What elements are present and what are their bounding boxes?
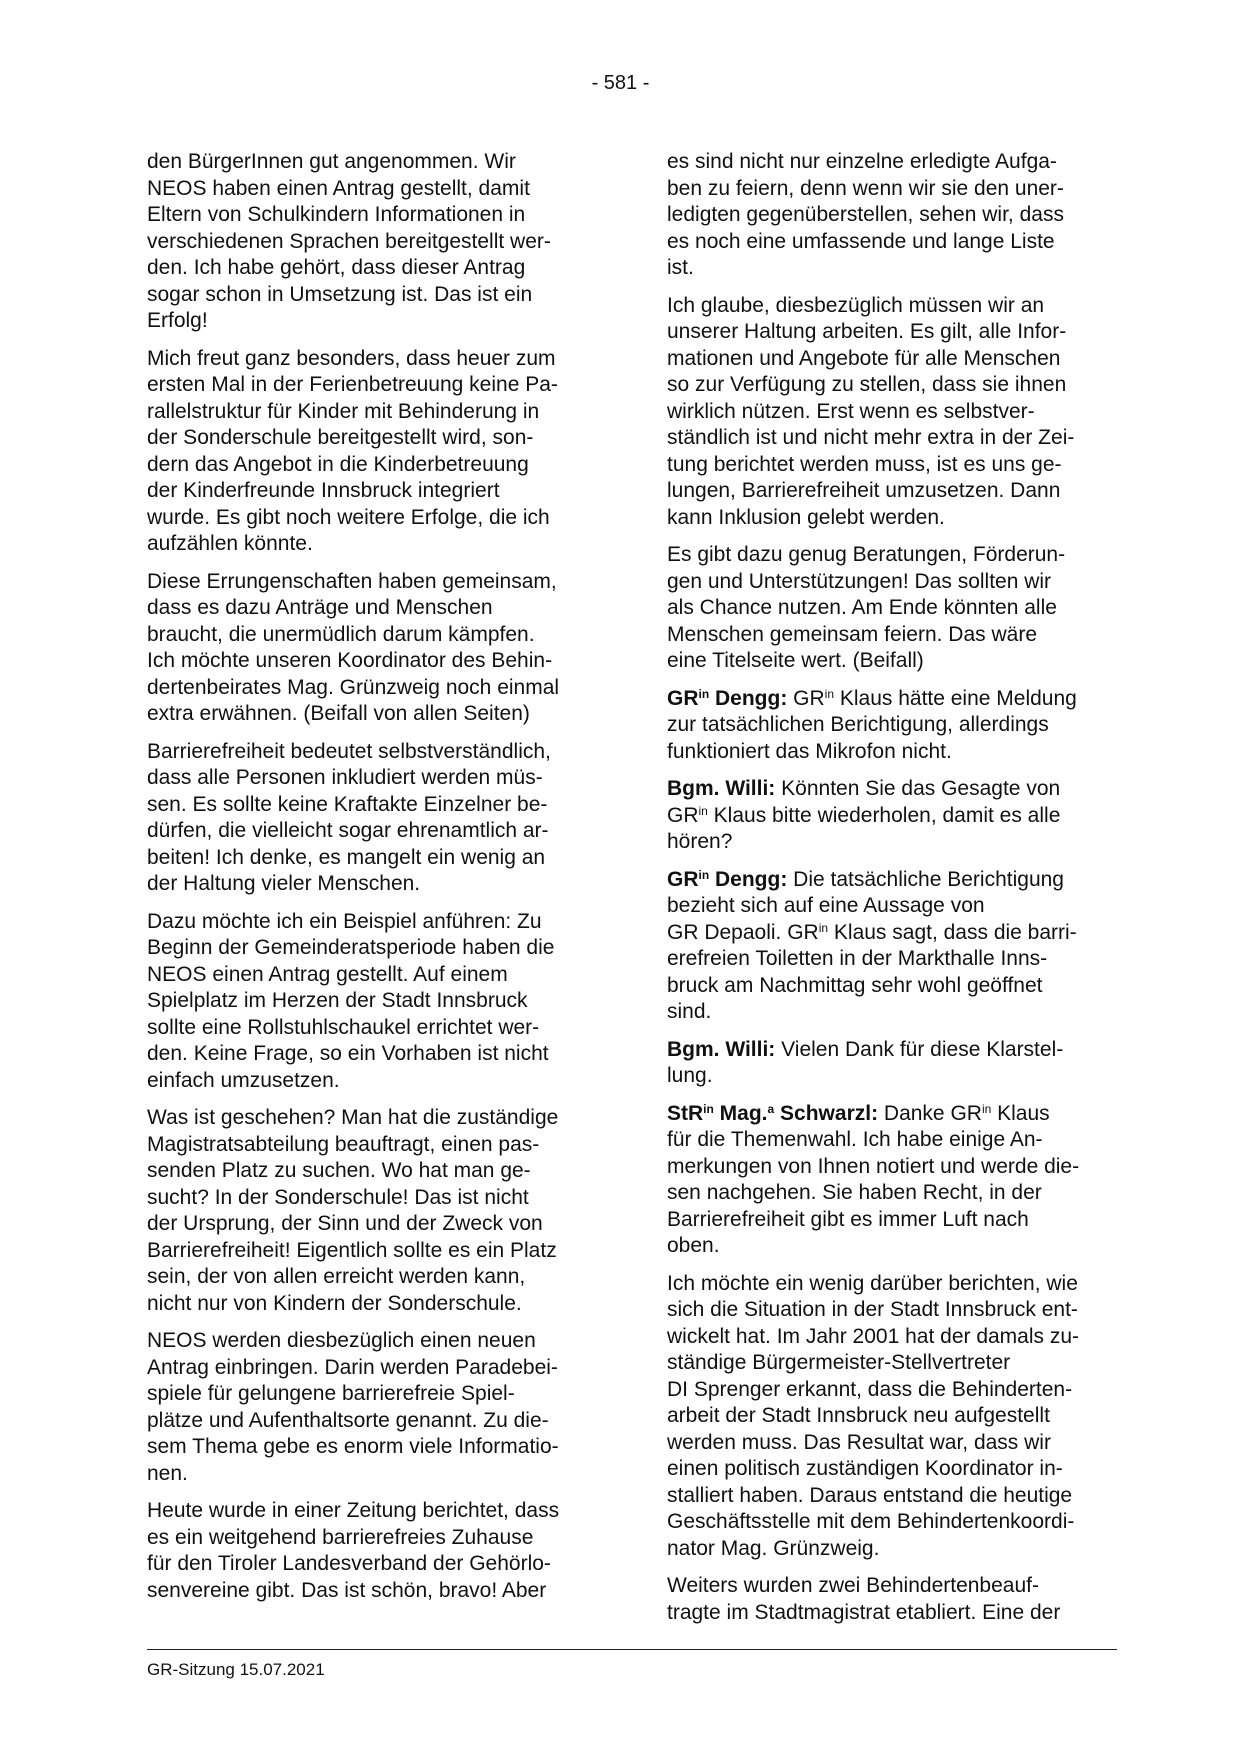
text-line: Dazu möchte ich ein Beispiel anführen: Zu: [147, 909, 542, 933]
text-line: sogar schon in Umsetzung ist. Das ist ein: [147, 282, 533, 306]
text-line: [667, 776, 1113, 803]
speaker-label: Bgm. Willi:: [667, 1037, 776, 1061]
paragraph: [667, 1573, 1113, 1626]
text-line: ständige Bürgermeister-Stellvertreter: [667, 1351, 1011, 1374]
text-line: Barrierefreiheit gibt es immer Luft nach: [667, 1207, 1029, 1231]
footer-session-date: GR-Sitzung 15.07.2021: [147, 1660, 325, 1679]
text-line: spiele für gelungene barrierefreie Spiel-: [147, 1382, 515, 1405]
text-line: Ich möchte unseren Koordinator des Behin-: [147, 649, 553, 672]
text-line: dass alle Personen inkludiert werden müs-: [147, 766, 543, 789]
text-line: funktioniert das Mikrofon nicht.: [667, 739, 952, 763]
text-line: wurde. Es gibt noch weitere Erfolge, die ich: [147, 505, 550, 529]
text-line: tragte im Stadtmagistrat etabliert. Eine der: [667, 1600, 1061, 1624]
text-line: hören?: [667, 830, 733, 853]
text-line: Barrierefreiheit bedeutet selbstverständlich,: [147, 739, 551, 763]
text-line: Mich freut ganz besonders, dass heuer zum: [147, 346, 556, 370]
text-line: verschiedenen Sprachen bereitgestellt wer-: [147, 229, 551, 253]
text-line: sucht? In der Sonderschule! Das ist nicht: [147, 1185, 529, 1209]
text-line: einen politisch zuständigen Koordinator in-: [667, 1457, 1063, 1480]
speaker-name: GR: [667, 686, 699, 710]
text-line: sein, der von allen erreicht werden kann,: [147, 1265, 526, 1288]
text-line: [667, 1101, 1113, 1128]
text-line: sen. Es sollte keine Kraftakte Einzelner be-: [147, 792, 548, 816]
text-line: stalliert haben. Daraus entstand die heutige: [667, 1483, 1073, 1507]
speech-text: Klaus: [991, 1101, 1050, 1125]
text-line: es noch eine umfassende und lange Liste: [667, 229, 1055, 253]
text-line: sind.: [667, 1000, 712, 1023]
paragraph: [147, 149, 592, 335]
text-line: als Chance nutzen. Am Ende könnten alle: [667, 596, 1057, 619]
text-line: den. Keine Frage, so ein Vorhaben ist nicht: [147, 1042, 549, 1065]
paragraph: [147, 1498, 592, 1604]
speech-text: Danke GR: [878, 1101, 982, 1125]
text-line: dern das Angebot in die Kinderbetreuung: [147, 452, 529, 476]
speaker-name: Mag.: [713, 1101, 768, 1125]
speech-paragraph: [667, 1037, 1113, 1090]
paragraph: [667, 1271, 1113, 1563]
text-line: beiten! Ich denke, es mangelt ein wenig an: [147, 845, 546, 869]
text-line: Was ist geschehen? Man hat die zuständige: [147, 1106, 559, 1129]
superscript: in: [981, 1101, 992, 1116]
paragraph: [147, 739, 592, 898]
text-line: Magistratsabteilung beauftragt, einen pas-: [147, 1132, 540, 1156]
text-line: Ich glaube, diesbezüglich müssen wir an: [667, 293, 1045, 317]
paragraph: [147, 1105, 592, 1317]
text-line: es ein weitgehend barrierefreies Zuhause: [147, 1525, 534, 1549]
text-line: ledigten gegenüberstellen, sehen wir, dass: [667, 203, 1064, 226]
text-line: den BürgerInnen gut angenommen. Wir: [147, 150, 516, 173]
text-line: senvereine gibt. Das ist schön, bravo! Aber: [147, 1578, 547, 1602]
speech-text: GR: [787, 686, 825, 710]
text-line: einfach umzusetzen.: [147, 1068, 340, 1092]
speech-text: GR: [667, 803, 699, 827]
text-line: [667, 1037, 1113, 1064]
text-line: Eltern von Schulkindern Informationen in: [147, 203, 526, 226]
text-line: [667, 803, 1113, 830]
paragraph: [147, 569, 592, 728]
superscript: in: [818, 920, 829, 935]
text-line: Erfolg!: [147, 309, 208, 332]
text-line: braucht, die unermüdlich darum kämpfen.: [147, 622, 535, 646]
text-line: erefreien Toiletten in der Markthalle Inns-: [667, 947, 1048, 970]
text-line: mationen und Angebote für alle Menschen: [667, 346, 1061, 370]
speech-text: Könnten Sie das Gesagte von: [775, 777, 1061, 800]
text-line: NEOS haben einen Antrag gestellt, damit: [147, 176, 530, 200]
text-line: Antrag einbringen. Darin werden Paradebei-: [147, 1355, 558, 1379]
text-line: ben zu feiern, denn wenn wir sie den uner-: [667, 176, 1064, 200]
text-line: Beginn der Gemeinderatsperiode haben die: [147, 936, 555, 959]
text-line: bezieht sich auf eine Aussage von: [667, 894, 985, 917]
text-line: [667, 686, 1113, 713]
text-line: sem Thema gebe es enorm viele Informatio-: [147, 1435, 559, 1458]
text-line: wirklich nützen. Erst wenn es selbstver-: [667, 399, 1035, 423]
text-line: der Kinderfreunde Innsbruck integriert: [147, 479, 500, 502]
footer-divider: [147, 1649, 1117, 1650]
superscript: in: [703, 1101, 714, 1116]
text-line: den. Ich habe gehört, dass dieser Antrag: [147, 256, 526, 279]
text-line: Barrierefreiheit! Eigentlich sollte es ein Platz: [147, 1238, 557, 1262]
text-line: sollte eine Rollstuhlschaukel errichtet wer-: [147, 1015, 540, 1039]
text-line: ständlich ist und nicht mehr extra in der Zei-: [667, 426, 1075, 449]
speech-paragraph: [667, 1101, 1113, 1260]
paragraph: [667, 149, 1113, 282]
text-line: arbeit der Stadt Innsbruck neu aufgestellt: [667, 1404, 1050, 1427]
paragraph: [667, 542, 1113, 675]
text-line: es sind nicht nur einzelne erledigte Aufga-: [667, 150, 1057, 173]
speaker-label: [667, 1102, 878, 1125]
right-column: [667, 149, 1113, 1637]
text-line: NEOS einen Antrag gestellt. Auf einem: [147, 962, 508, 986]
superscript: a: [767, 1101, 775, 1116]
speech-text: Klaus bitte wiederholen, damit es alle: [707, 803, 1061, 827]
text-line: wickelt hat. Im Jahr 2001 hat der damals zu-: [667, 1324, 1080, 1348]
speech-text: Klaus hätte eine Meldung: [834, 686, 1077, 710]
text-line: der Sonderschule bereitgestellt wird, son-: [147, 426, 534, 449]
text-line: bruck am Nachmittag sehr wohl geöffnet: [667, 973, 1043, 997]
text-line: ist.: [667, 256, 694, 279]
text-line: ersten Mal in der Ferienbetreuung keine Pa-: [147, 373, 558, 396]
superscript: in: [698, 803, 708, 818]
text-line: der Ursprung, der Sinn und der Zweck von: [147, 1212, 543, 1235]
text-line: [667, 867, 1113, 894]
text-line: merkungen von Ihnen notiert und werde die-: [667, 1154, 1080, 1178]
text-line: Spielplatz im Herzen der Stadt Innsbruck: [147, 989, 528, 1012]
speech-text: Klaus sagt, dass die barri-: [828, 920, 1077, 944]
left-column: [147, 149, 592, 1615]
paragraph: [147, 346, 592, 558]
text-line: eine Titelseite wert. (Beifall): [667, 649, 924, 672]
text-line: Weiters wurden zwei Behindertenbeauf-: [667, 1574, 1039, 1597]
text-line: DI Sprenger erkannt, dass die Behinderten-: [667, 1377, 1073, 1401]
text-line: dürfen, die vielleicht sogar ehrenamtlich ar-: [147, 819, 549, 842]
speech-text: Vielen Dank für diese Klarstel-: [775, 1037, 1064, 1061]
text-line: nen.: [147, 1461, 188, 1485]
text-line: lungen, Barrierefreiheit umzusetzen. Dann: [667, 479, 1061, 502]
text-line: werden muss. Das Resultat war, dass wir: [667, 1430, 1051, 1454]
text-line: nator Mag. Grünzweig.: [667, 1536, 880, 1560]
speaker-name: StR: [667, 1101, 704, 1125]
text-line: NEOS werden diesbezüglich einen neuen: [147, 1329, 536, 1352]
speaker-label: [667, 687, 787, 710]
page-number: - 581 -: [591, 72, 650, 94]
text-line: nicht nur von Kindern der Sonderschule.: [147, 1291, 522, 1315]
text-line: lung.: [667, 1064, 713, 1087]
text-line: Geschäftsstelle mit dem Behindertenkoordi-: [667, 1510, 1075, 1533]
speech-text: Die tatsächliche Berichtigung: [787, 867, 1064, 891]
superscript: in: [698, 686, 710, 701]
speech-paragraph: [667, 776, 1113, 856]
speaker-name-rest: Dengg:: [709, 867, 788, 891]
text-line: oben.: [667, 1234, 720, 1257]
text-line: dertenbeirates Mag. Grünzweig noch einmal: [147, 675, 560, 699]
text-line: sich die Situation in der Stadt Innsbruck ent-: [667, 1298, 1078, 1321]
text-line: tung berichtet werden muss, ist es uns ge-: [667, 452, 1062, 476]
speech-paragraph: [667, 867, 1113, 1026]
text-line: zur tatsächlichen Berichtigung, allerdings: [667, 713, 1049, 736]
text-line: Heute wurde in einer Zeitung berichtet, dass: [147, 1499, 560, 1522]
text-line: für den Tiroler Landesverband der Gehörlo-: [147, 1552, 551, 1575]
text-line: dass es dazu Anträge und Menschen: [147, 596, 493, 619]
text-line: plätze und Aufenthaltsorte genannt. Zu die-: [147, 1408, 549, 1432]
superscript: in: [698, 867, 710, 882]
paragraph: [147, 909, 592, 1095]
paragraph: [147, 1328, 592, 1487]
text-line: senden Platz zu suchen. Wo hat man ge-: [147, 1159, 531, 1182]
speech-text: GR Depaoli. GR: [667, 920, 819, 944]
text-line: Es gibt dazu genug Beratungen, Förderun-: [667, 543, 1066, 566]
speaker-label: Bgm. Willi:: [667, 777, 776, 800]
text-line: Diese Errungenschaften haben gemeinsam,: [147, 569, 557, 593]
text-line: sen nachgehen. Sie haben Recht, in der: [667, 1181, 1042, 1204]
text-line: der Haltung vieler Menschen.: [147, 872, 421, 895]
text-line: extra erwähnen. (Beifall von allen Seiten): [147, 702, 530, 725]
text-line: Menschen gemeinsam feiern. Das wäre: [667, 622, 1038, 646]
text-line: so zur Verfügung zu stellen, dass sie ihnen: [667, 373, 1067, 396]
text-line: unserer Haltung arbeiten. Es gilt, alle Infor-: [667, 320, 1067, 343]
text-line: für die Themenwahl. Ich habe einige An-: [667, 1128, 1043, 1151]
text-line: Ich möchte ein wenig darüber berichten, wie: [667, 1271, 1078, 1295]
speaker-label: [667, 868, 787, 891]
text-line: kann Inklusion gelebt werden.: [667, 505, 945, 529]
speaker-name-rest: Dengg:: [709, 686, 788, 710]
speaker-name-rest: Schwarzl:: [774, 1101, 879, 1125]
speech-paragraph: [667, 686, 1113, 766]
text-line: gen und Unterstützungen! Das sollten wir: [667, 569, 1052, 593]
text-line: rallelstruktur für Kinder mit Behinderung in: [147, 399, 540, 423]
speaker-name: GR: [667, 867, 699, 891]
superscript: in: [824, 686, 835, 701]
paragraph: [667, 293, 1113, 532]
text-line: [667, 920, 1113, 947]
text-line: aufzählen könnte.: [147, 532, 313, 555]
